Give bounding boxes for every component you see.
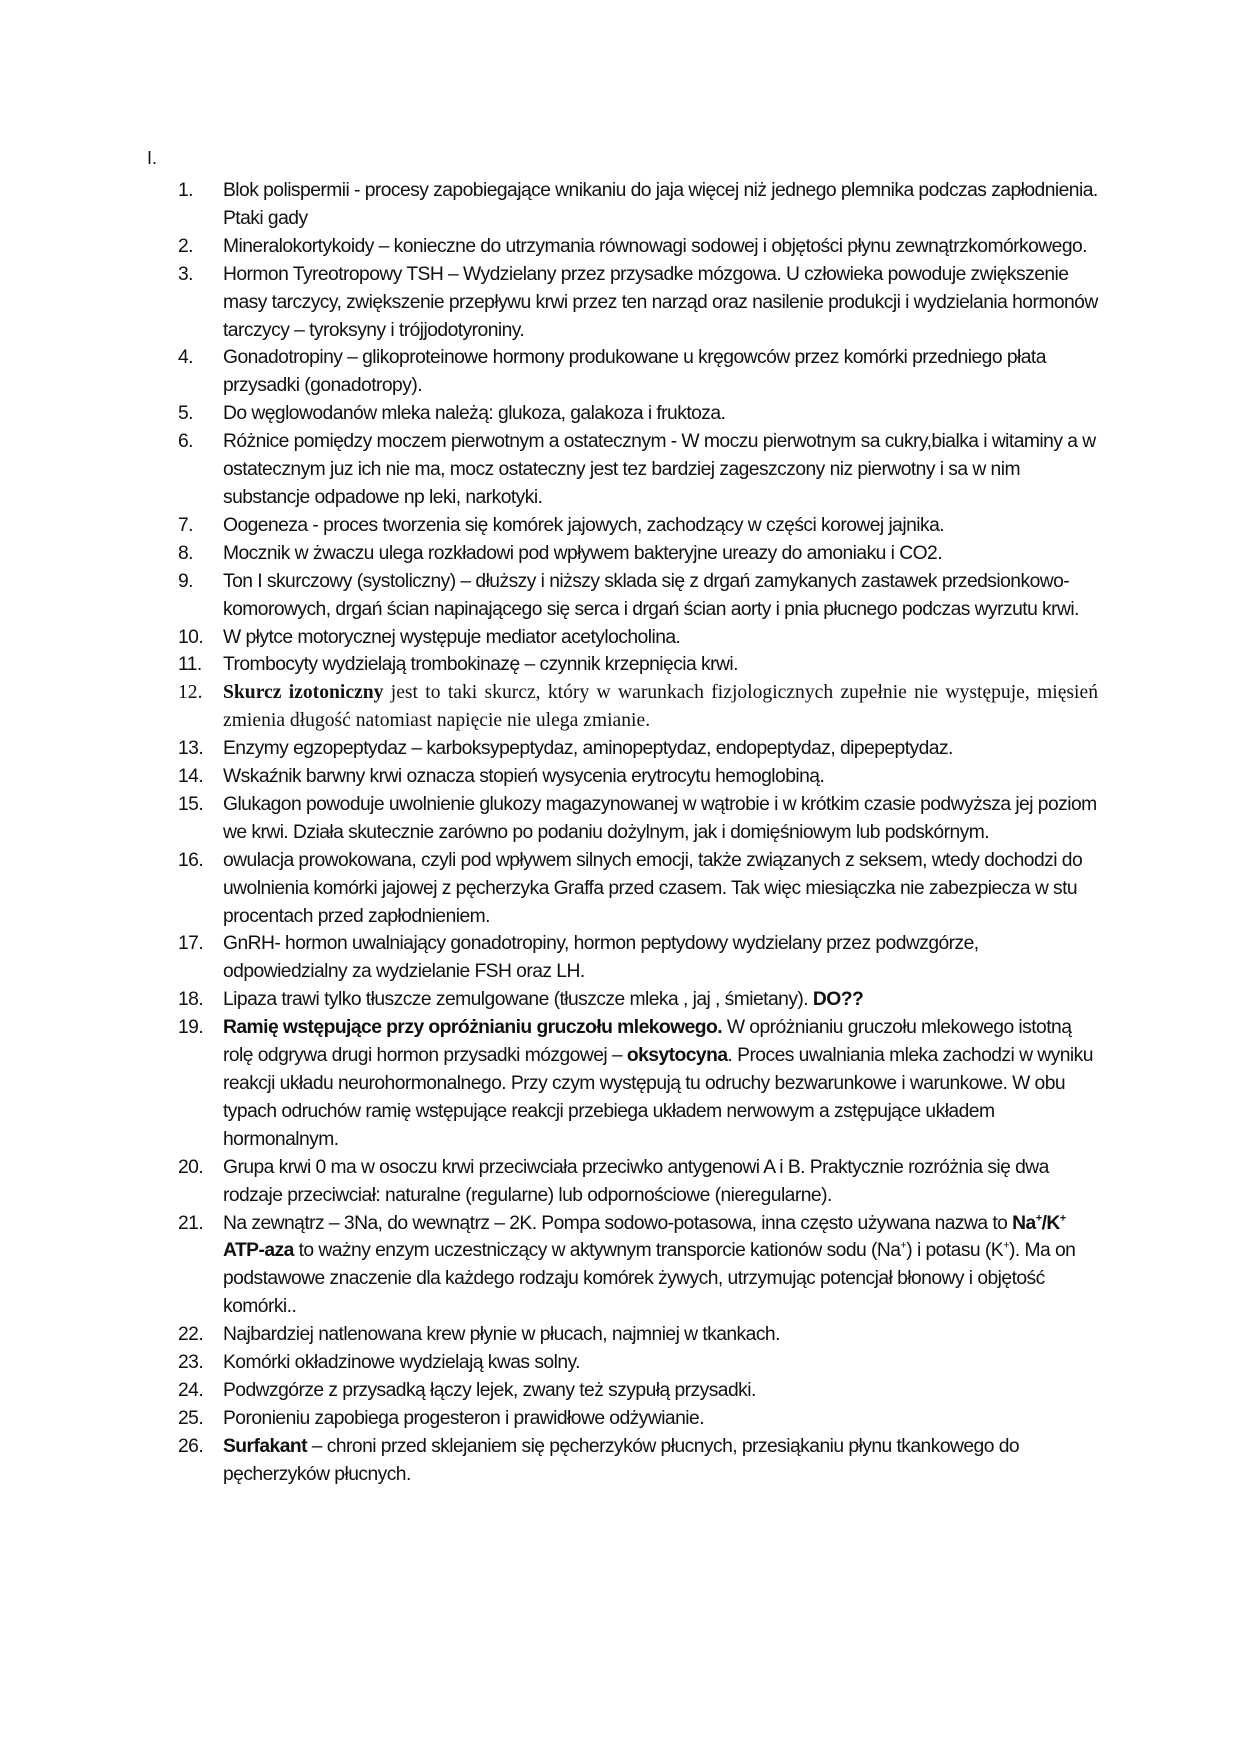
list-item-number: 2.	[178, 235, 193, 257]
list-item-text	[223, 1017, 1093, 1150]
list-item-number: 25.	[178, 1407, 204, 1429]
text-run: W płytce motorycznej występuje mediator acetylocholina.	[223, 626, 681, 648]
text-run: Do węglowodanów mleka należą: glukoza, galakoza i fruktoza.	[223, 403, 726, 425]
text-run: Grupa krwi 0 ma w osoczu krwi przeciwciała przeciwko antygenowi A i B. Praktycznie rozróżnia się dwa rodzaje przeciwciał: naturalne (regularne) lub odpornościowe (nieregularne).	[223, 1156, 1049, 1206]
list-item	[178, 1377, 1098, 1405]
list-item-number: 22.	[178, 1324, 204, 1346]
list-item-text	[223, 1408, 704, 1429]
text-run: Blok polispermii - procesy zapobiegające wnikaniu do jaja więcej niż jednego plemnika podczas zapłodnienia. Ptaki gady	[223, 180, 1098, 229]
text-run: Oogeneza - proces tworzenia się komórek jajowych, zachodzący w części korowej jajnika.	[223, 514, 945, 536]
list-item-number: 18.	[178, 989, 204, 1011]
text-run: owulacja prowokowana, czyli pod wpływem silnych emocji, także związanych z seksem, wtedy dochodzi do uwolnienia komórki jajowej z pęcherzyka Graffa przed czasem. Tak więc miesiączka nie zabezpiecza w stu procentach przed zapłodnieniem.	[223, 849, 1083, 927]
text-run: W opróżnianiu gruczołu mlekowego istotną rolę odgrywa drugi hormon przysadki mózgowej –	[223, 1017, 1072, 1067]
list-item	[178, 1321, 1098, 1349]
list-item-text	[223, 682, 1098, 731]
superscript: +	[1059, 1212, 1066, 1225]
list-item	[178, 1154, 1098, 1210]
text-run: Podwzgórze z przysadką łączy lejek, zwany też szypułą przysadki.	[223, 1379, 756, 1401]
text-run: . Proces uwalniania mleka zachodzi w wyniku reakcji układu neurohormonalnego. Przy czym występują tu odruchy bezwarunkowe i warunkowe. W obu typach odruchów ramię wstępujące reakcji przebiega układem nerwowym a zstępujące układem hormonalnym.	[223, 1045, 1093, 1150]
list-item	[178, 679, 1098, 735]
list-item-number: 8.	[178, 542, 193, 564]
bold-text: Skurcz izotoniczny	[223, 682, 384, 704]
text-run: Ton I skurczowy (systoliczny) – dłuższy i niższy sklada się z drgań zamykanych zastawek przedsionkowo-komorowych, drgań ścian napinającego się serca i drgań ścian aorty i pnia płucnego podczas wyrzutu krwi.	[223, 570, 1079, 620]
text-run: Enzymy egzopeptydaz – karboksypeptydaz, aminopeptydaz, endopeptydaz, dipepeptydaz.	[223, 738, 953, 760]
bold-text: Surfakant	[223, 1435, 307, 1457]
list-item-text	[223, 850, 1082, 927]
bold-text: DO??	[812, 989, 864, 1011]
superscript: +	[1035, 1212, 1042, 1225]
list-item-text	[223, 403, 725, 424]
superscript: +	[900, 1240, 907, 1253]
list-item-number: 17.	[178, 933, 204, 955]
list-item	[178, 400, 1098, 428]
text-run: Mocznik w żwaczu ulega rozkładowi pod wpływem bakteryjne ureazy do amoniaku i CO2.	[223, 542, 942, 564]
list-item-text	[223, 180, 1098, 229]
list-item-number: 5.	[178, 403, 193, 425]
list-item-text	[223, 431, 1096, 508]
list-item	[178, 1349, 1098, 1377]
list-item	[178, 651, 1098, 679]
bold-text: Na	[1012, 1212, 1036, 1234]
list-item	[178, 1433, 1098, 1489]
list-item-number: 21.	[178, 1212, 204, 1234]
list-item-number: 1.	[178, 180, 193, 201]
text-run: Poronieniu zapobiega progesteron i prawidłowe odżywianie.	[223, 1407, 704, 1429]
list-item-text	[223, 933, 979, 982]
list-item	[178, 233, 1098, 261]
list-item	[178, 1210, 1098, 1322]
text-run: to ważny enzym uczestniczący w aktywnym transporcie kationów sodu (Na	[293, 1240, 901, 1262]
text-run: jest to taki skurcz, który w warunkach fizjologicznych zupełnie nie występuje, mięsień zmienia długość natomiast napięcie nie ulega zmianie.	[223, 682, 1098, 732]
list-item	[178, 986, 1098, 1014]
bold-text: /K	[1041, 1212, 1060, 1234]
text-run: – chroni przed sklejaniem się pęcherzyków płucnych, przesiąkaniu płynu tkankowego do pęcherzyków płucnych.	[223, 1435, 1020, 1485]
list-item-text	[223, 989, 863, 1010]
list-item-text	[223, 627, 680, 648]
text-run: Hormon Tyreotropowy TSH – Wydzielany przez przysadke mózgowa. U człowieka powoduje zwiększenie masy tarczycy, zwiększenie przepływu krwi przez ten narząd oraz nasilenie produkcji i wydzielania hormonów tarczycy – tyroksyny i trójjodotyroniny.	[223, 263, 1098, 341]
list-item	[178, 930, 1098, 986]
text-run: GnRH- hormon uwalniający gonadotropiny, hormon peptydowy wydzielany przez podwzgórze, odpowiedzialny za wydzielanie FSH oraz LH.	[223, 933, 979, 983]
list-item	[178, 1405, 1098, 1433]
list-item-number: 24.	[178, 1379, 204, 1401]
text-run: Wskaźnik barwny krwi oznacza stopień wysycenia erytrocytu hemoglobiną.	[223, 766, 825, 788]
list-item	[178, 261, 1098, 345]
list-item-number: 6.	[178, 431, 193, 453]
list-item	[178, 1014, 1098, 1154]
text-run: ). Ma on podstawowe znaczenie dla każdego rodzaju komórek żywych, utrzymując potencjał błonowy i objętość komórki..	[223, 1240, 1076, 1318]
list-item-text	[223, 264, 1098, 341]
list-item-number: 19.	[178, 1017, 204, 1039]
section-label: I.	[147, 148, 158, 168]
text-run: Mineralokortykoidy – konieczne do utrzymania równowagi sodowej i objętości płynu zewnątrzkomórkowego.	[223, 235, 1087, 257]
list-item-text	[223, 571, 1079, 620]
list-item	[178, 344, 1098, 400]
text-run: Gonadotropiny – glikoproteinowe hormony produkowane u kręgowców przez komórki przedniego płata przysadki (gonadotropy).	[223, 347, 1046, 397]
list-item-text	[223, 1324, 780, 1345]
list-item	[178, 428, 1098, 512]
list-item	[178, 791, 1098, 847]
list-item-text	[223, 1157, 1049, 1206]
list-item-number: 9.	[178, 570, 193, 592]
text-run: ) i potasu (K	[906, 1240, 1004, 1262]
list-item-text	[223, 347, 1046, 396]
list-item	[178, 735, 1098, 763]
bold-text: oksytocyna	[626, 1045, 728, 1067]
text-run: Trombocyty wydzielają trombokinazę – czynnik krzepnięcia krwi.	[223, 654, 738, 676]
list-item-number: 15.	[178, 793, 204, 815]
list-item	[178, 847, 1098, 931]
list-item-number: 23.	[178, 1352, 204, 1374]
list-item-number: 26.	[178, 1435, 204, 1457]
list-item-text	[223, 1352, 580, 1373]
list-item-text	[223, 766, 824, 787]
list-item-text	[223, 236, 1087, 257]
list-item-number: 16.	[178, 849, 204, 871]
list-item-text	[223, 543, 942, 564]
list-item-text	[223, 515, 944, 536]
list-item	[178, 624, 1098, 652]
bold-text: ATP-aza	[223, 1240, 294, 1262]
list-item-number: 12.	[178, 682, 203, 704]
list-item-number: 11.	[178, 654, 202, 676]
list-item-text	[223, 1380, 756, 1401]
text-run: Glukagon powoduje uwolnienie glukozy magazynowanej w wątrobie i w krótkim czasie podwyższa jej poziom we krwi. Działa skutecznie zarówno po podaniu dożylnym, jak i domięśniowym lub podskórnym.	[223, 793, 1097, 843]
numbered-list	[178, 177, 1098, 1489]
text-run: Na zewnątrz – 3Na, do wewnątrz – 2K. Pompa sodowo-potasowa, inna często używana nazwa to	[223, 1212, 1013, 1234]
list-item-number: 14.	[178, 766, 204, 788]
list-item-text	[223, 738, 953, 759]
list-item	[178, 177, 1098, 233]
text-run: Lipaza trawi tylko tłuszcze zemulgowane (tłuszcze mleka , jaj , śmietany).	[223, 989, 813, 1011]
text-run: Najbardziej natlenowana krew płynie w płucach, najmniej w tkankach.	[223, 1324, 780, 1346]
list-item-number: 4.	[178, 347, 193, 369]
list-item	[178, 512, 1098, 540]
list-item-number: 10.	[178, 626, 204, 648]
list-item-number: 7.	[178, 514, 193, 536]
list-item-number: 20.	[178, 1156, 204, 1178]
superscript: +	[1003, 1240, 1009, 1253]
list-item-text	[223, 654, 738, 675]
list-item	[178, 763, 1098, 791]
list-item-text	[223, 1213, 1075, 1318]
list-item-text	[223, 794, 1097, 843]
list-item	[178, 568, 1098, 624]
text-run: Różnice pomiędzy moczem pierwotnym a ostatecznym - W moczu pierwotnym sa cukry,bialka i witaminy a w ostatecznym juz ich nie ma, mocz ostateczny jest tez bardziej zageszczony niz pierwotny i sa w nim substancje odpadowe np leki, narkotyki.	[223, 431, 1096, 508]
list-item-number: 3.	[178, 263, 193, 285]
list-item-number: 13.	[178, 738, 204, 760]
text-run: Komórki okładzinowe wydzielają kwas solny.	[223, 1352, 580, 1374]
list-item-text	[223, 1436, 1019, 1485]
bold-text: Ramię wstępujące przy opróżnianiu gruczołu mlekowego.	[223, 1017, 723, 1039]
list-item	[178, 540, 1098, 568]
